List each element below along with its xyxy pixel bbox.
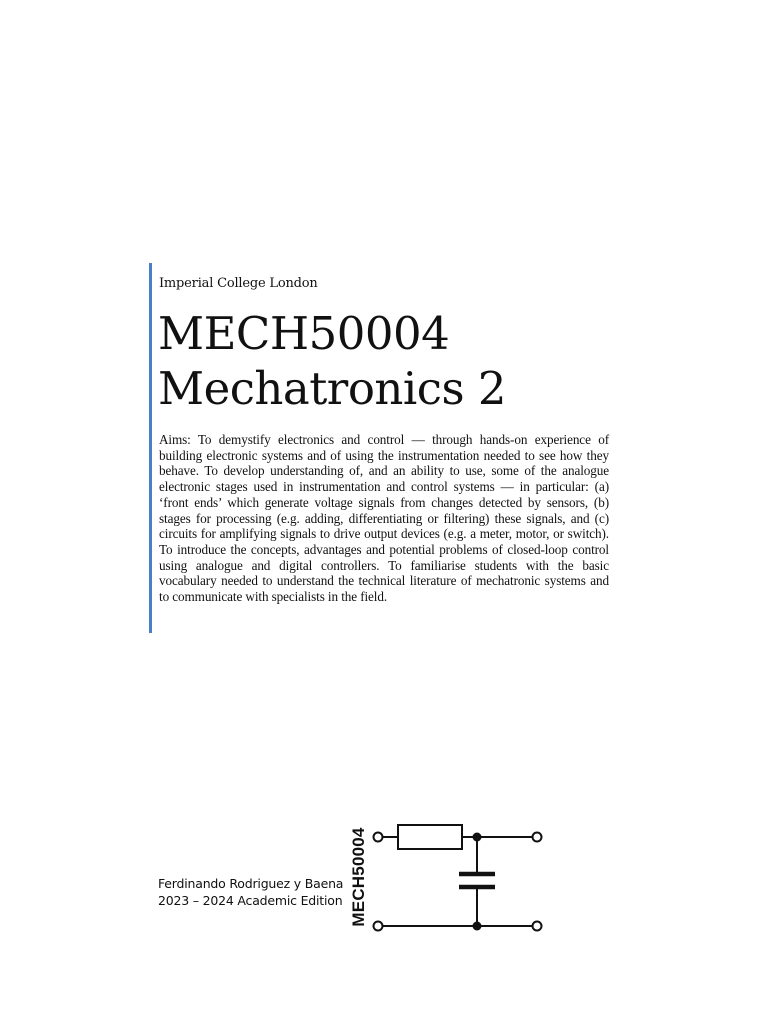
institution-name: Imperial College London xyxy=(159,276,318,291)
logo-text: MECH50004 xyxy=(349,827,368,927)
rc-lowpass-filter-circuit-icon xyxy=(340,815,560,945)
author-name: Ferdinando Rodriguez y Baena xyxy=(158,876,344,891)
course-name: Mechatronics 2 xyxy=(158,362,507,415)
course-code: MECH50004 xyxy=(158,307,450,360)
author-block xyxy=(158,875,343,909)
accent-bar xyxy=(149,263,152,633)
page-title xyxy=(158,306,678,416)
edition-label: 2023 – 2024 Academic Edition xyxy=(158,893,343,908)
aims-paragraph: Aims: To demystify electronics and control — through hands-on experience of building electronic systems and of using the instrumentation needed to see how they behave. To develop understanding of, and an ability to use, some of the analogue electronic stages used in instrumentation and control systems — in particular: (a) ‘front ends’ which generate voltage signals from changes detected by sensors, (b) stages for processing (e.g. adding, differentiating or filtering) these signals, and (c) circuits for amplifying signals to drive output devices (e.g. a meter, motor, or switch). To introduce the concepts, advantages and potential problems of closed-loop control using analogue and digital controllers. To familiarise students with the basic vocabulary needed to understand the technical literature of mechatronic systems and to communicate with specialists in the field. xyxy=(159,432,609,605)
